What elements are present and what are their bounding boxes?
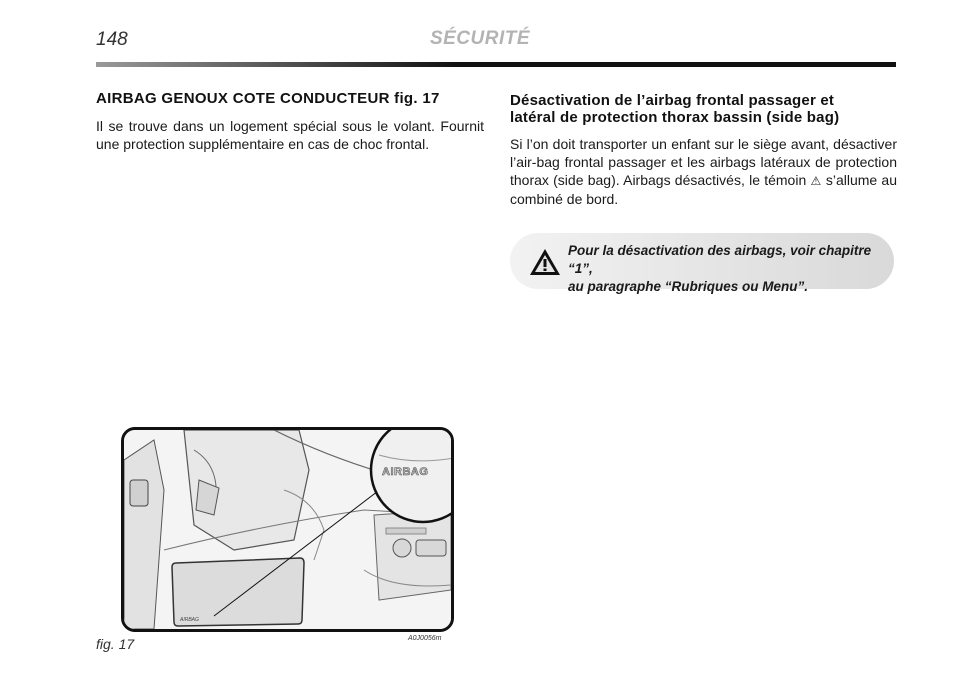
knee-airbag-figure: [121, 427, 454, 632]
passenger-airbag-off-icon: ⚠︎: [810, 174, 822, 188]
warning-line2: au paragraphe “Rubriques ou Menu”.: [568, 279, 809, 294]
warning-box: [510, 233, 894, 294]
knee-airbag-paragraph: Il se trouve dans un logement spécial sous le volant. Fournit une protection supplémentaire en cas de choc frontal.: [96, 118, 484, 152]
left-column: [96, 90, 484, 153]
page-number: 148: [96, 29, 128, 50]
figure-code: A0J0056m: [408, 635, 442, 642]
section-title: SÉCURITÉ: [429, 28, 531, 49]
panel-label: AIRBAG: [180, 617, 199, 623]
warning-text: [568, 242, 886, 296]
figure-caption: fig. 17: [96, 636, 135, 652]
header-rule: [96, 62, 896, 67]
deactivation-paragraph-part1: Si l’on doit transporter un enfant sur le siège avant, désactiver l’air-bag frontal passager et les airbags latéraux de protection thorax (side bag). Airbags désactivés, le témoin: [510, 136, 897, 188]
deactivation-heading-line2: latéral de protection thorax bassin (side bag): [510, 109, 840, 126]
dashboard-illustration: [124, 430, 451, 629]
deactivation-heading-line1: Désactivation de l’airbag frontal passager et: [510, 92, 835, 109]
deactivation-paragraph-part2: s’allume au combiné de bord.: [510, 172, 898, 207]
knee-airbag-heading: AIRBAG GENOUX COTE CONDUCTEUR fig. 17: [96, 90, 440, 107]
warning-line1: Pour la désactivation des airbags, voir chapitre “1”,: [568, 243, 872, 276]
warning-triangle-icon: [528, 247, 562, 277]
deactivation-heading: [510, 92, 897, 126]
airbag-badge-text: AIRBAG: [382, 466, 429, 478]
deactivation-paragraph: [510, 135, 897, 208]
right-column: [510, 92, 897, 208]
